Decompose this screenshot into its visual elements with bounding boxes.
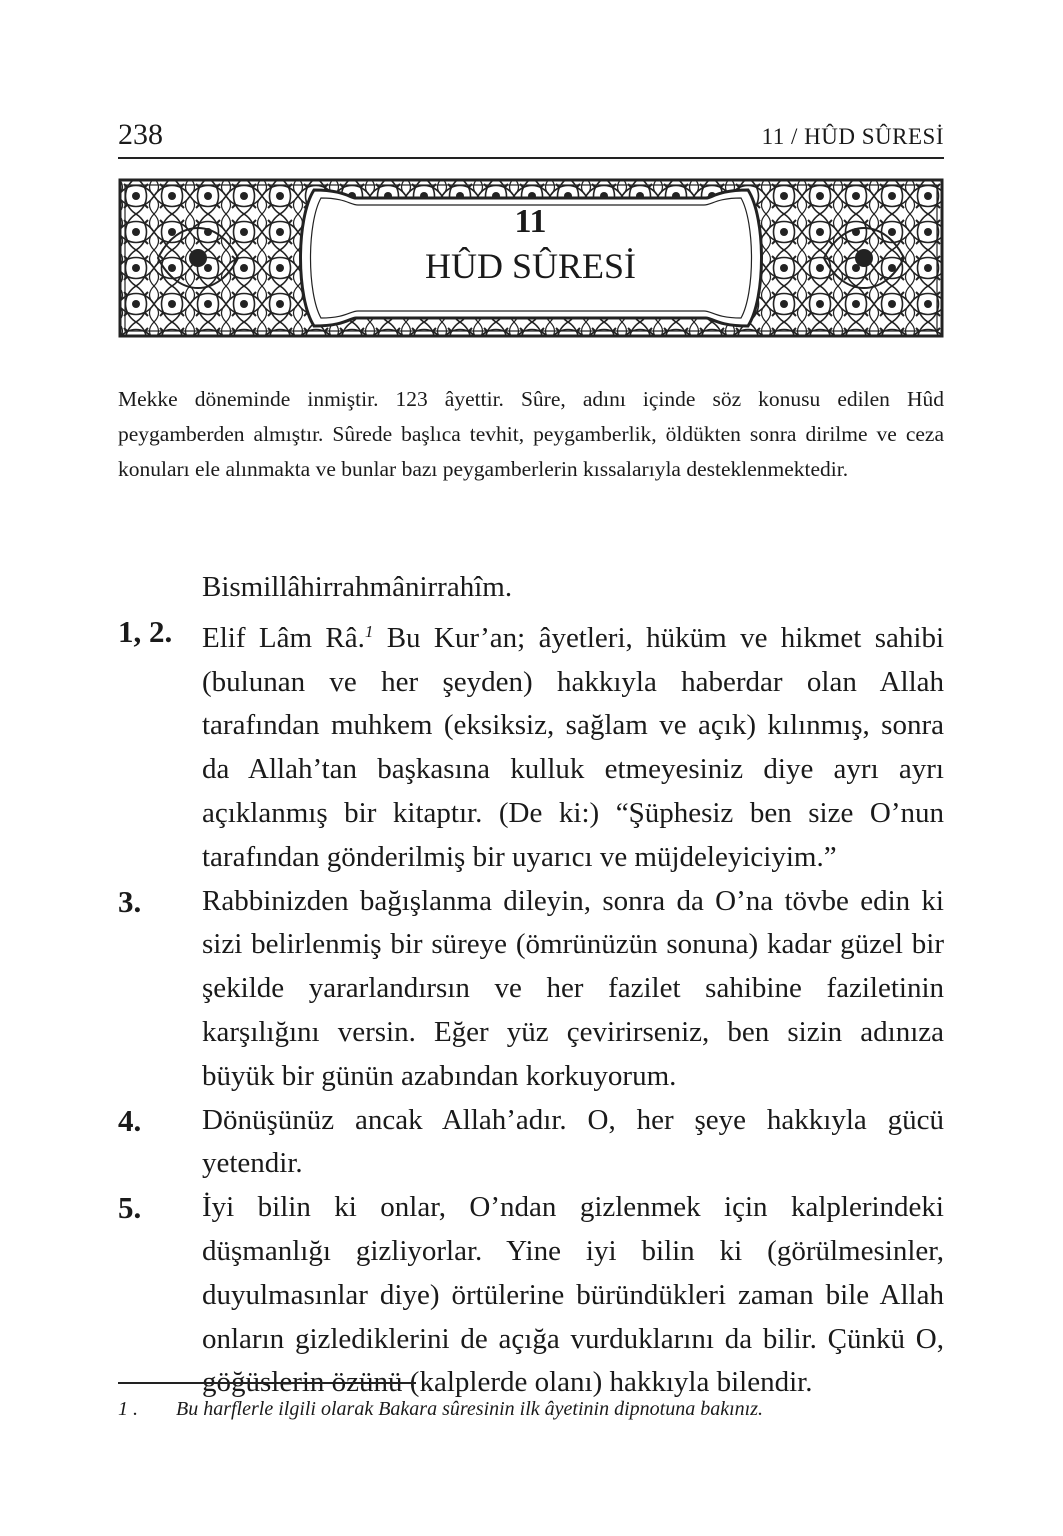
cartouche-title [424, 202, 637, 290]
verse-number: 4. [118, 1102, 142, 1138]
verse-number: 1, 2. [118, 613, 173, 649]
verse-text: Dönüşünüz ancak Allah’adır. O, her şeye hakkıyla gücü yetendir. [202, 1103, 944, 1180]
verse-text [202, 610, 944, 880]
page-number: 238 [118, 118, 163, 151]
running-title: 11 / HÛD SÛRESİ [761, 124, 944, 149]
surah-ornament-frame [118, 178, 944, 338]
footnote-reference[interactable]: 1 [364, 621, 374, 641]
footnote-marker: 1 . [118, 1398, 138, 1420]
verse-3 [118, 880, 944, 1099]
verse-text: İyi bilin ki onlar, O’ndan gizlenmek için kalplerindeki düşmanlığı gizliyorlar. Yine iyi bilin ki (görülmesinler, duyulmasınlar diye) örtülerine büründükleri zaman bile Allah onların gizlediklerini de açığa vurduklarını da bilir. Çünkü O, göğüslerin özünü (kalplerde olanı) hakkıyla bilendir. [202, 1191, 944, 1399]
verses-section [118, 566, 944, 1405]
verse-text: Rabbinizden bağışlanma dileyin, sonra da O’na tövbe edin ki sizi belirlenmiş bir süreye (ömrünüzün sonuna) kadar güzel bir şekilde yararlandırsın ve her fazilet sahibine faziletinin karşılığını versin. Eğer yüz çevirirseniz, ben sizin adınıza büyük bir günün azabından korkuyorum. [202, 884, 944, 1092]
verse-text-start: Elif Lâm Râ. [202, 621, 365, 654]
footnote [118, 1398, 944, 1421]
header-rule [118, 157, 944, 159]
page-header [118, 118, 944, 158]
basmala: Bismillâhirrahmânirrahîm. [202, 571, 513, 603]
verse-number: 5. [118, 1190, 142, 1226]
verse-number: 3. [118, 883, 142, 919]
verse-4 [118, 1099, 944, 1187]
surah-introduction: Mekke döneminde inmiştir. 123 âyettir. Sûre, adını içinde söz konusu edilen Hûd peygamberden almıştır. Sûrede başlıca tevhit, peygamberlik, öldükten sonra dirilme ve ceza konuları ele alınmakta ve bunlar bazı peygamberlerin kıssalarıyla desteklenmektedir. [118, 387, 944, 481]
verse-text-rest: Bu Kur’an; âyetleri, hüküm ve hikmet sahibi (bulunan ve her şeyden) hakkıyla haberdar olan Allah tarafından muhkem (eksiksiz, sağlam ve açık) kılınmış, sonra da Allah’tan başkasına kulluk etmeyesiniz diye ayrı ayrı açıklanmış bir kitaptır. (De ki:) “Şüphesiz ben size O’nun tarafından gönderilmiş bir uyarıcı ve müjdeleyiciyim.” [202, 621, 944, 873]
surah-name: HÛD SÛRESİ [424, 246, 637, 286]
verse-1-2 [118, 610, 944, 880]
footnote-text: Bu harflerle ilgili olarak Bakara sûresinin ilk âyetinin dipnotuna bakınız. [176, 1398, 763, 1420]
footnote-rule [118, 1382, 416, 1384]
surah-number: 11 [514, 203, 547, 240]
verse-5 [118, 1186, 944, 1405]
